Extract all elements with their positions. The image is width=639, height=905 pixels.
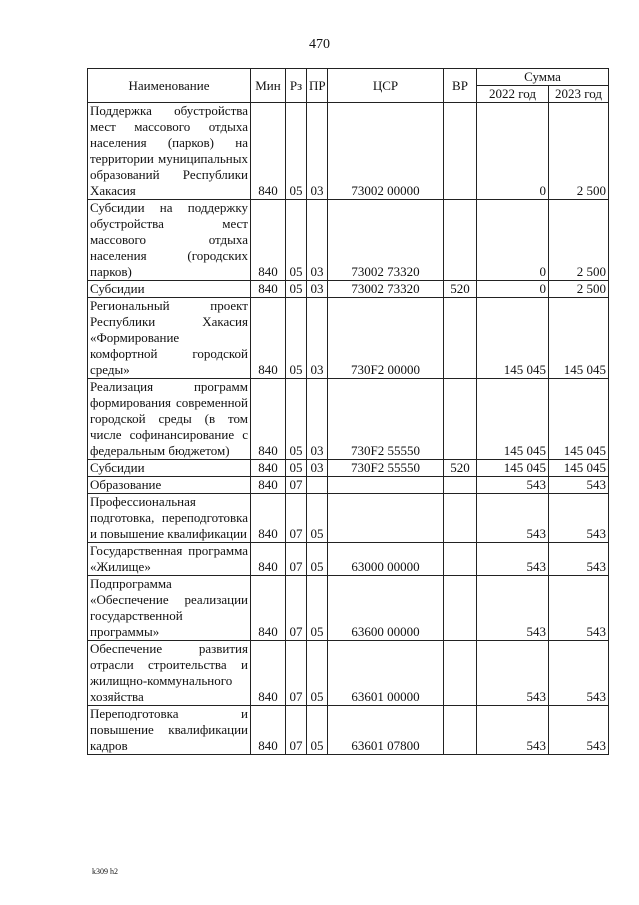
row-min: 840 xyxy=(251,706,286,755)
table-row xyxy=(88,576,609,641)
footer-code: k309 h2 xyxy=(92,867,118,876)
row-2022: 145 045 xyxy=(477,379,549,460)
header-2022: 2022 год xyxy=(477,86,549,103)
row-2022: 543 xyxy=(477,706,549,755)
row-pr: 03 xyxy=(307,200,328,281)
budget-table xyxy=(87,68,609,755)
row-vr xyxy=(444,103,477,200)
row-2022: 0 xyxy=(477,103,549,200)
row-vr: 520 xyxy=(444,460,477,477)
table-row xyxy=(88,641,609,706)
row-vr xyxy=(444,379,477,460)
row-2022: 543 xyxy=(477,576,549,641)
table-row xyxy=(88,379,609,460)
row-vr: 520 xyxy=(444,281,477,298)
header-rz: Рз xyxy=(286,69,307,103)
row-pr xyxy=(307,477,328,494)
row-csr: 730F2 55550 xyxy=(328,379,444,460)
row-pr: 05 xyxy=(307,641,328,706)
row-csr xyxy=(328,494,444,543)
row-vr xyxy=(444,543,477,576)
row-vr xyxy=(444,494,477,543)
row-csr xyxy=(328,477,444,494)
row-rz: 07 xyxy=(286,641,307,706)
row-min: 840 xyxy=(251,576,286,641)
row-name: Субсидии xyxy=(88,281,251,298)
row-min: 840 xyxy=(251,298,286,379)
row-vr xyxy=(444,200,477,281)
row-2022: 543 xyxy=(477,641,549,706)
row-2023: 543 xyxy=(549,576,609,641)
row-name: Переподготовка и повышение квалификации кадров xyxy=(88,706,251,755)
row-name: Региональный проект Республики Хакасия «Формирование комфортной городской среды» xyxy=(88,298,251,379)
header-sum: Сумма xyxy=(477,69,609,86)
row-vr xyxy=(444,576,477,641)
row-csr: 730F2 55550 xyxy=(328,460,444,477)
row-rz: 07 xyxy=(286,706,307,755)
row-2022: 145 045 xyxy=(477,460,549,477)
row-name: Реализация программ формирования современной городской среды (в том числе софинансирование с федеральным бюджетом) xyxy=(88,379,251,460)
row-rz: 05 xyxy=(286,281,307,298)
table-row xyxy=(88,298,609,379)
row-vr xyxy=(444,641,477,706)
row-2023: 145 045 xyxy=(549,460,609,477)
row-name: Поддержка обустройства мест массового отдыха населения (парков) на территории муниципальных образований Республики Хакасия xyxy=(88,103,251,200)
row-pr: 05 xyxy=(307,576,328,641)
row-2023: 543 xyxy=(549,494,609,543)
row-vr xyxy=(444,298,477,379)
row-csr: 730F2 00000 xyxy=(328,298,444,379)
row-csr: 63000 00000 xyxy=(328,543,444,576)
row-2023: 2 500 xyxy=(549,281,609,298)
row-2023: 145 045 xyxy=(549,298,609,379)
header-vr: ВР xyxy=(444,69,477,103)
table-row xyxy=(88,103,609,200)
row-min: 840 xyxy=(251,281,286,298)
row-min: 840 xyxy=(251,641,286,706)
row-pr: 05 xyxy=(307,494,328,543)
row-pr: 03 xyxy=(307,379,328,460)
row-pr: 03 xyxy=(307,103,328,200)
table-row xyxy=(88,200,609,281)
page-number: 470 xyxy=(309,37,330,52)
row-min: 840 xyxy=(251,477,286,494)
row-pr: 03 xyxy=(307,281,328,298)
row-min: 840 xyxy=(251,460,286,477)
row-rz: 07 xyxy=(286,477,307,494)
row-csr: 63600 00000 xyxy=(328,576,444,641)
header-min: Мин xyxy=(251,69,286,103)
table-row xyxy=(88,494,609,543)
row-pr: 05 xyxy=(307,543,328,576)
row-rz: 07 xyxy=(286,543,307,576)
row-2022: 543 xyxy=(477,494,549,543)
header-csr: ЦСР xyxy=(328,69,444,103)
row-csr: 73002 73320 xyxy=(328,200,444,281)
row-2022: 145 045 xyxy=(477,298,549,379)
table-row xyxy=(88,460,609,477)
header-pr: ПР xyxy=(307,69,328,103)
row-csr: 73002 73320 xyxy=(328,281,444,298)
row-2023: 2 500 xyxy=(549,103,609,200)
row-name: Образование xyxy=(88,477,251,494)
row-pr: 03 xyxy=(307,460,328,477)
row-rz: 05 xyxy=(286,200,307,281)
row-min: 840 xyxy=(251,379,286,460)
row-2023: 543 xyxy=(549,706,609,755)
row-rz: 07 xyxy=(286,494,307,543)
row-vr xyxy=(444,706,477,755)
row-name: Профессиональная подготовка, переподготовка и повышение квалификации xyxy=(88,494,251,543)
row-2022: 0 xyxy=(477,281,549,298)
table-row xyxy=(88,477,609,494)
row-csr: 63601 07800 xyxy=(328,706,444,755)
row-pr: 03 xyxy=(307,298,328,379)
row-name: Субсидии на поддержку обустройства мест массового отдыха населения (городских парков) xyxy=(88,200,251,281)
header-name: Наименование xyxy=(88,69,251,103)
row-vr xyxy=(444,477,477,494)
row-pr: 05 xyxy=(307,706,328,755)
row-csr: 63601 00000 xyxy=(328,641,444,706)
row-name: Государственная программа «Жилище» xyxy=(88,543,251,576)
row-rz: 07 xyxy=(286,576,307,641)
row-rz: 05 xyxy=(286,460,307,477)
row-min: 840 xyxy=(251,494,286,543)
row-rz: 05 xyxy=(286,298,307,379)
row-min: 840 xyxy=(251,200,286,281)
table-row xyxy=(88,281,609,298)
row-2022: 543 xyxy=(477,477,549,494)
table-row xyxy=(88,706,609,755)
table-row xyxy=(88,543,609,576)
row-2023: 543 xyxy=(549,477,609,494)
row-2023: 145 045 xyxy=(549,379,609,460)
row-2022: 0 xyxy=(477,200,549,281)
row-2022: 543 xyxy=(477,543,549,576)
row-name: Обеспечение развития отрасли строительства и жилищно-коммунального хозяйства xyxy=(88,641,251,706)
row-2023: 2 500 xyxy=(549,200,609,281)
row-csr: 73002 00000 xyxy=(328,103,444,200)
row-name: Подпрограмма «Обеспечение реализации государственной программы» xyxy=(88,576,251,641)
row-min: 840 xyxy=(251,103,286,200)
row-name: Субсидии xyxy=(88,460,251,477)
row-2023: 543 xyxy=(549,641,609,706)
row-2023: 543 xyxy=(549,543,609,576)
header-2023: 2023 год xyxy=(549,86,609,103)
row-min: 840 xyxy=(251,543,286,576)
row-rz: 05 xyxy=(286,379,307,460)
row-rz: 05 xyxy=(286,103,307,200)
